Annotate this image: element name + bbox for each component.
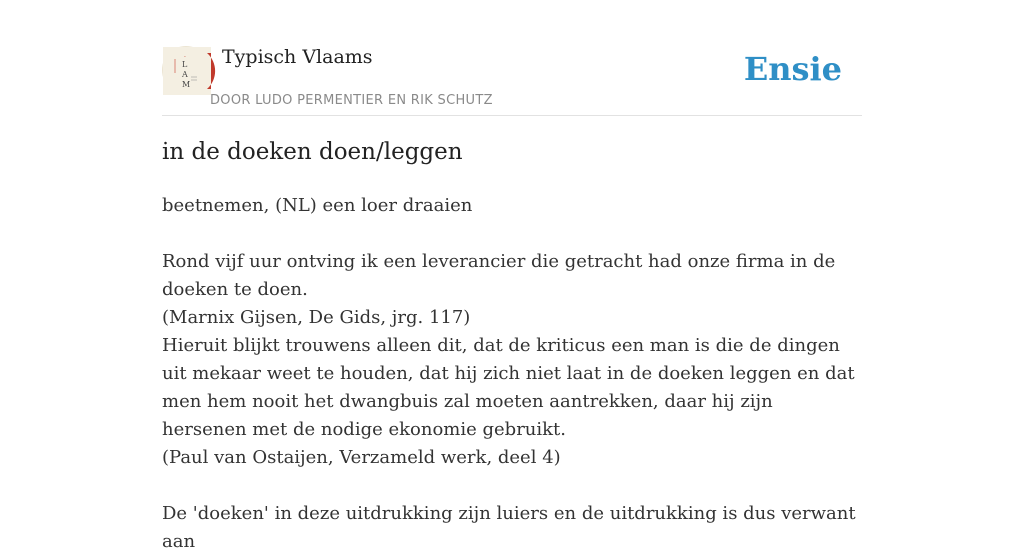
example-quote-2: Hieruit blijkt trouwens alleen dit, dat de kriticus een man is die de dingen uit mekaar weet te houden, dat hij zich niet laat in de doeken leggen en dat men hem nooit het dwangbuis zal moeten aantrekken, daar hij zijn hersenen met de nodige ekonomie gebruikt. xyxy=(162,335,855,440)
paragraph-spacer xyxy=(162,472,862,500)
example-source-2: (Paul van Ostaijen, Verzameld werk, deel 4) xyxy=(162,447,561,468)
entry-content xyxy=(162,192,862,556)
svg-text:M: M xyxy=(182,80,191,89)
example-source-1: (Marnix Gijsen, De Gids, jrg. 117) xyxy=(162,307,471,328)
entry-note: De 'doeken' in deze uitdrukking zijn luiers en de uitdrukking is dus verwant aan xyxy=(162,503,856,552)
svg-text:A: A xyxy=(182,70,188,79)
paragraph-spacer xyxy=(162,220,862,248)
ensie-brand-link[interactable]: Ensie xyxy=(743,50,842,88)
entry-definition: beetnemen, (NL) een loer draaien xyxy=(162,195,473,216)
svg-text:L: L xyxy=(182,60,188,69)
entry-header xyxy=(162,0,862,116)
book-logo-icon[interactable] xyxy=(162,46,210,94)
book-authors: DOOR LUDO PERMENTIER EN RIK SCHUTZ xyxy=(210,93,493,108)
entry-term: in de doeken doen/leggen xyxy=(162,139,463,165)
entry-page xyxy=(162,0,862,552)
book-title[interactable]: Typisch Vlaams xyxy=(222,46,373,68)
svg-text:.: . xyxy=(184,52,186,59)
example-quote-1: Rond vijf uur ontving ik een leverancier die getracht had onze firma in de doeken te doen. xyxy=(162,251,836,300)
